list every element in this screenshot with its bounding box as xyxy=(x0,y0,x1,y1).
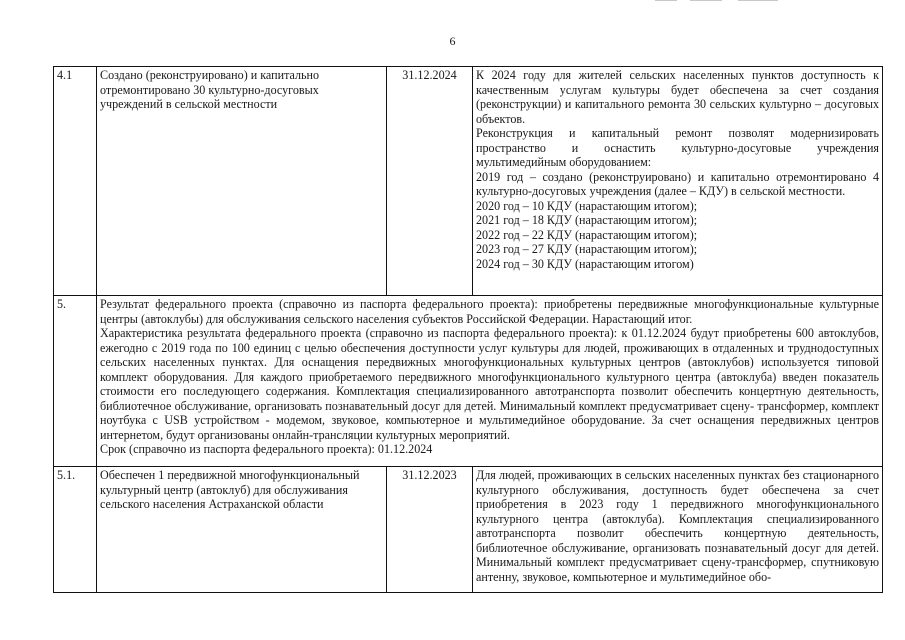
task-cell: Обеспечен 1 передвижной многофункциональный культурный центр (автоклуб) для обслуживания сельского населения Астраханской области xyxy=(97,467,387,593)
description-line: 2021 год – 18 КДУ (нарастающим итогом); xyxy=(476,213,698,227)
description-line: 2020 год – 10 КДУ (нарастающим итогом); xyxy=(476,198,698,213)
table-row xyxy=(54,296,883,467)
description-line: Реконструкция и капитальный ремонт позволят модернизировать пространство и оснастить культурно-досуговые учреждения мультимедийным оборудованием: xyxy=(476,126,879,169)
description-line: 2023 год – 27 КДУ (нарастающим итогом); xyxy=(476,242,698,256)
plan-table xyxy=(53,66,883,593)
description-line: 2024 год – 30 КДУ (нарастающим итогом) xyxy=(476,256,694,271)
description-line: К 2024 году для жителей сельских населенных пунктов доступность к качественным услугам культуры будет обеспечена за счет создания (реконструкции) и капитального ремонта 30 сельских культурно – досуговых объектов. xyxy=(476,68,879,126)
table-row xyxy=(54,467,883,593)
federal-result-cell xyxy=(97,296,883,467)
date-cell: 31.12.2023 xyxy=(387,467,473,593)
result-paragraph: Результат федерального проекта (справочно из паспорта федерального проекта): приобретены передвижные многофункциональные культурные центры (автоклубы) для обслуживания сельского населения субъектов Российской Федерации. Нарастающий итог. xyxy=(100,297,879,326)
result-deadline-paragraph: Срок (справочно из паспорта федерального проекта): 01.12.2024 xyxy=(100,442,433,456)
row-number: 5.1. xyxy=(54,467,97,593)
date-cell: 31.12.2024 xyxy=(387,67,473,296)
table-row xyxy=(54,67,883,296)
description-cell: Для людей, проживающих в сельских населенных пунктах без стационарного культурного обслуживания, доступность будет обеспечена за счет приобретения в 2023 году 1 передвижного многофункционального культурного центра (автоклуба). Комплектация специализированного автотранспорта позволит обеспечить концертную деятельность, библиотечное обслуживание, организовать познавательный досуг для детей. Минимальный комплект предусматривает сцену-трансформер, спутниковую антенну, звуковое, компьютерное и мультимедийное обо- xyxy=(473,467,883,593)
scan-mark xyxy=(655,0,677,1)
task-cell: Создано (реконструировано) и капитально отремонтировано 30 культурно-досуговых учреждений в сельской местности xyxy=(97,67,387,296)
page-number: 6 xyxy=(449,34,456,48)
scan-mark xyxy=(738,0,778,1)
scan-mark xyxy=(690,0,722,1)
description-line: 2019 год – создано (реконструировано) и капитально отремонтировано 4 культурно-досуговых учреждения (далее – КДУ) в сельской местности. xyxy=(476,169,879,198)
description-cell xyxy=(473,67,883,296)
row-number: 4.1 xyxy=(54,67,97,296)
row-number: 5. xyxy=(54,296,97,467)
result-characteristic-paragraph: Характеристика результата федерального проекта (справочно из паспорта федерального проекта): к 01.12.2024 будут приобретены 600 автоклубов, ежегодно с 2019 года по 100 единиц с целью обеспечения доступности услуг культуры для людей, проживающих в отдаленных и труднодоступных сельских населенных пунктах. Для оснащения передвижных многофункциональных культурных центров (автоклубов) используется типовой комплект оборудования. Для каждого приобретаемого передвижного многофункционального культурного центра (автоклуба) введен показатель стоимости его последующего содержания. Комплектация специализированного автотранспорта позволит обеспечить концертную деятельность, библиотечное обслуживание, организовать познавательный досуг для детей. Минимальный комплект предусматривает сцену- трансформер, комплект ноутбука с USB устройством - модемом, звуковое, компьютерное и мультимедийное оборудование. За счет оснащения передвижных центров интернетом, будут организованы онлайн-трансляции культурных мероприятий. xyxy=(100,326,879,442)
description-line: 2022 год – 22 КДУ (нарастающим итогом); xyxy=(476,227,698,242)
